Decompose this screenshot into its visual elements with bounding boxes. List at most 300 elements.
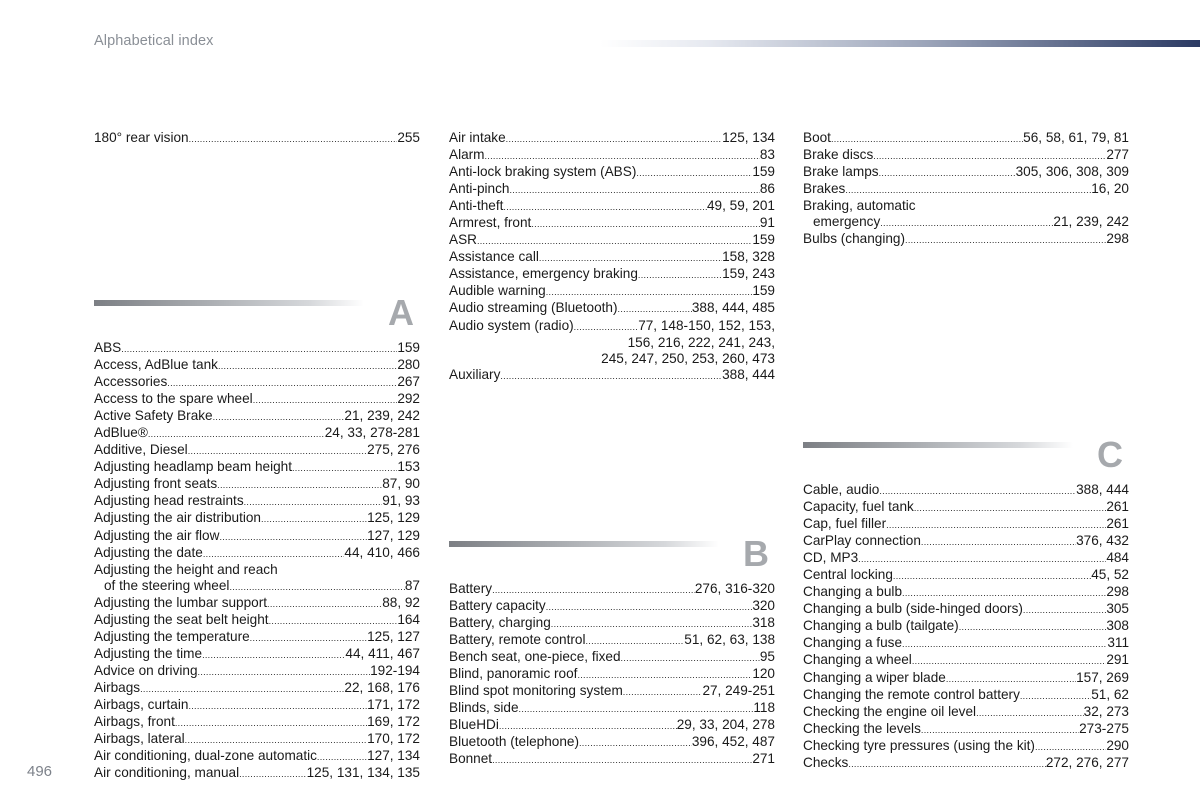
index-pages: 125, 131, 134, 135: [306, 765, 420, 781]
index-term: Central locking: [803, 567, 893, 583]
index-pages: 292: [397, 391, 420, 407]
index-term: Air conditioning, manual: [94, 765, 240, 781]
dot-leader: [253, 392, 398, 408]
index-entry: [803, 618, 1129, 635]
index-entry: [449, 232, 775, 249]
index-entry: [449, 181, 775, 198]
index-pages: 376, 432: [1076, 533, 1129, 549]
index-term: Blind spot monitoring system: [449, 683, 623, 699]
dot-leader: [902, 636, 1107, 652]
index-entry: [94, 545, 420, 562]
dot-leader: [219, 529, 367, 545]
index-entry: [803, 567, 1129, 584]
dot-leader: [880, 215, 1053, 231]
index-term: Blinds, side: [449, 700, 519, 716]
index-entry: [449, 249, 775, 266]
index-term: Brake lamps: [803, 164, 879, 180]
index-term: CarPlay connection: [803, 533, 921, 549]
index-term: Anti-lock braking system (ABS): [449, 164, 637, 180]
dot-leader: [292, 460, 397, 476]
index-pages: 298: [1106, 231, 1129, 247]
page-number: 496: [27, 763, 53, 780]
dot-leader: [902, 585, 1106, 601]
index-pages: 272, 276, 277: [1045, 754, 1129, 770]
letter-heading-bar: [449, 541, 719, 547]
dot-leader: [500, 368, 722, 384]
letter-heading-label: A: [388, 292, 414, 333]
index-pages: 21, 239, 242: [344, 408, 420, 424]
index-term: Bench seat, one-piece, fixed: [449, 649, 621, 665]
index-entry: [449, 581, 775, 598]
dot-leader: [202, 647, 345, 663]
dot-leader: [261, 511, 367, 527]
index-pages: 120: [752, 666, 775, 682]
dot-leader: [831, 131, 1023, 147]
index-term: Adjusting the date: [94, 544, 203, 560]
index-term: Battery: [449, 581, 493, 596]
index-term: Battery, remote control: [449, 632, 586, 648]
index-entry: [94, 340, 420, 357]
index-pages: 91: [759, 215, 775, 231]
index-entry: [803, 652, 1129, 669]
index-term-heading: Adjusting the height and reach: [94, 561, 278, 577]
dot-leader: [218, 358, 397, 374]
index-entry: [803, 601, 1129, 618]
dot-leader: [1020, 688, 1091, 704]
index-term: of the steering wheel: [104, 577, 230, 593]
index-term: emergency: [813, 214, 881, 230]
group-c: [803, 482, 1129, 772]
index-entry: [449, 283, 775, 300]
index-term: Adjusting the air flow: [94, 527, 220, 543]
index-term: Audio streaming (Bluetooth): [449, 300, 618, 316]
index-term: Blind, panoramic roof: [449, 666, 578, 682]
dot-leader: [893, 568, 1091, 584]
index-pages: 24, 33, 278-281: [324, 425, 420, 441]
index-entry: [94, 731, 420, 748]
running-head: Alphabetical index: [94, 33, 214, 49]
dot-leader: [203, 546, 345, 562]
group-b-right-2: [803, 231, 1129, 248]
index-entry: [449, 130, 775, 147]
index-pages: 169, 172: [367, 714, 420, 730]
index-pages: 56, 58, 61, 79, 81: [1023, 130, 1129, 145]
index-term: Access, AdBlue tank: [94, 357, 218, 373]
index-term: Brake discs: [803, 147, 874, 163]
index-term: Checking tyre pressures (using the kit): [803, 737, 1035, 753]
dot-leader: [621, 650, 760, 666]
index-term: Airbags: [94, 679, 141, 695]
index-pages: 16, 20: [1091, 181, 1129, 197]
group-a-part-1: [94, 340, 420, 562]
index-pages: 158, 328: [722, 249, 775, 265]
dot-leader: [492, 582, 695, 598]
index-pages: 157, 269: [1076, 669, 1129, 685]
dot-leader: [546, 284, 753, 300]
index-term: Adjusting head restraints: [94, 493, 244, 509]
index-term: Changing a bulb (tailgate): [803, 618, 959, 634]
index-term: Changing the remote control battery: [803, 686, 1020, 702]
index-term: Cable, audio: [803, 482, 880, 497]
index-entry: [94, 493, 420, 510]
index-pages: 275, 276: [367, 442, 420, 458]
index-term-heading: Braking, automatic: [803, 198, 916, 214]
index-entry: [94, 646, 420, 663]
index-entry: [94, 442, 420, 459]
index-term: Adjusting front seats: [94, 476, 218, 492]
index-term: Bulbs (changing): [803, 231, 906, 247]
index-pages: 388, 444: [722, 366, 775, 382]
dot-leader: [148, 426, 325, 442]
dot-leader: [239, 766, 307, 782]
dot-leader: [250, 630, 367, 646]
dot-leader: [638, 267, 722, 283]
index-pages: 308: [1106, 618, 1129, 634]
dot-leader: [185, 732, 367, 748]
index-pages: 320: [752, 598, 775, 614]
index-pages: 261: [1106, 499, 1129, 515]
index-term: Battery capacity: [449, 598, 546, 614]
index-entry: [94, 714, 420, 731]
index-entry: [94, 663, 420, 680]
index-entry: [803, 721, 1129, 738]
index-column-3: [803, 130, 1129, 248]
index-term: BlueHDi: [449, 717, 499, 733]
index-term: Bluetooth (telephone): [449, 734, 579, 750]
index-pages: 51, 62, 63, 138: [684, 632, 775, 648]
index-pages: 277: [1106, 147, 1129, 163]
dot-leader: [636, 165, 752, 181]
dot-leader: [198, 664, 371, 680]
dot-leader: [577, 667, 752, 683]
index-entry: [94, 680, 420, 697]
index-pages: 159: [752, 164, 775, 180]
index-pages: 44, 411, 467: [345, 645, 420, 661]
index-term: Air conditioning, dual-zone automatic: [94, 748, 317, 764]
index-pages: 164: [397, 611, 420, 627]
dot-leader: [539, 250, 722, 266]
index-entry: [803, 164, 1129, 181]
index-entry: [449, 367, 775, 384]
index-pages: 290: [1106, 737, 1129, 753]
index-pages: 484: [1106, 550, 1129, 566]
index-entry: [803, 499, 1129, 516]
dot-leader: [574, 319, 639, 335]
index-term: Assistance call: [449, 249, 539, 265]
index-term: Changing a wiper blade: [803, 669, 946, 685]
index-pages: 305: [1106, 601, 1129, 617]
index-term: Advice on driving: [94, 662, 198, 678]
dot-leader: [959, 619, 1107, 635]
index-pages: 271: [752, 751, 775, 767]
group-a-part-2: [94, 595, 420, 783]
index-pages-continued: 156, 216, 222, 241, 243,: [627, 334, 775, 350]
index-entry: [94, 697, 420, 714]
index-pages: 159, 243: [722, 266, 775, 282]
index-entry: [449, 700, 775, 717]
dot-leader: [492, 752, 752, 768]
index-term: Capacity, fuel tank: [803, 499, 914, 515]
index-entry: [94, 476, 420, 493]
index-term: Accessories: [94, 374, 168, 390]
index-entry: [803, 687, 1129, 704]
dot-leader: [879, 165, 1016, 181]
index-entry: [94, 612, 420, 629]
index-pages: 32, 273: [1083, 703, 1129, 719]
dot-leader: [921, 722, 1079, 738]
dot-leader: [213, 409, 345, 425]
dot-leader: [267, 596, 382, 612]
index-column-3-c: [803, 434, 1129, 772]
index-pages: 125, 129: [367, 510, 420, 526]
index-pages: 298: [1106, 584, 1129, 600]
index-pages: 159: [752, 232, 775, 248]
index-pages: 44, 410, 466: [344, 544, 420, 560]
index-term: Airbags, curtain: [94, 696, 189, 712]
index-entry: [449, 198, 775, 215]
index-pages: 125, 127: [367, 628, 420, 644]
dot-leader: [477, 233, 752, 249]
index-entry: [449, 666, 775, 683]
index-term: Checking the engine oil level: [803, 703, 977, 719]
dot-leader: [175, 715, 367, 731]
index-term: Checks: [803, 754, 849, 770]
index-entry: [449, 300, 775, 317]
index-entry: [449, 215, 775, 232]
index-entry: [803, 147, 1129, 164]
index-pages: 255: [397, 130, 420, 145]
index-pages: 86: [759, 181, 775, 197]
dot-leader: [531, 216, 760, 232]
dot-leader: [1035, 739, 1106, 755]
index-entry: [803, 704, 1129, 721]
index-term: Adjusting the time: [94, 645, 203, 661]
index-term: Battery, charging: [449, 615, 551, 631]
index-term: Cap, fuel filler: [803, 516, 887, 532]
dot-leader: [188, 443, 367, 459]
index-term: Adjusting the lumbar support: [94, 594, 268, 610]
group-top-left: [94, 130, 420, 147]
index-pages: 261: [1106, 516, 1129, 532]
index-pages: 77, 148-150, 152, 153,: [638, 317, 775, 333]
dot-leader: [921, 534, 1076, 550]
index-term: Changing a bulb: [803, 584, 903, 600]
index-term: ABS: [94, 340, 122, 355]
index-pages: 388, 444, 485: [691, 300, 775, 316]
index-entry: [94, 374, 420, 391]
index-entry: [94, 765, 420, 782]
index-entry: [803, 214, 1129, 231]
index-entry: [803, 181, 1129, 198]
index-entry: [449, 615, 775, 632]
index-column-1: [94, 130, 420, 147]
index-column-2: [449, 130, 775, 384]
index-term: AdBlue®: [94, 425, 148, 441]
header-gradient-rule: [600, 40, 1200, 47]
index-entry: [94, 391, 420, 408]
index-pages: 267: [397, 374, 420, 390]
index-term: Access to the spare wheel: [94, 391, 253, 407]
dot-leader: [519, 701, 754, 717]
dot-leader: [485, 148, 760, 164]
dot-leader: [618, 301, 692, 317]
index-entry: [449, 266, 775, 283]
index-pages: 27, 249-251: [702, 683, 775, 699]
index-pages: 95: [759, 649, 775, 665]
index-entry: [449, 649, 775, 666]
index-pages: 88, 92: [382, 594, 420, 610]
index-pages: 45, 52: [1091, 567, 1129, 583]
index-pages: 192-194: [370, 662, 420, 678]
dot-leader: [946, 671, 1076, 687]
index-entry: [94, 408, 420, 425]
index-entry: [94, 130, 420, 147]
index-entry: [449, 751, 775, 768]
letter-heading-bar: [94, 300, 364, 306]
dot-leader: [879, 483, 1076, 499]
index-pages: 87, 90: [382, 476, 420, 492]
group-a-part-4: [449, 367, 775, 384]
index-entry: [803, 516, 1129, 533]
index-term: Active Safety Brake: [94, 408, 213, 424]
dot-leader: [244, 494, 383, 510]
index-pages: 51, 62: [1091, 686, 1129, 702]
index-entry: [803, 130, 1129, 147]
index-entry: [94, 595, 420, 612]
index-term: Air intake: [449, 130, 506, 145]
index-entry: [449, 717, 775, 734]
index-term: Airbags, lateral: [94, 731, 185, 747]
index-entry: [94, 510, 420, 527]
group-b-right-1: [803, 130, 1129, 198]
index-term: Bonnet: [449, 751, 493, 767]
dot-leader: [506, 131, 722, 147]
index-pages: 125, 134: [722, 130, 775, 145]
index-pages: 118: [753, 700, 775, 716]
dot-leader: [546, 599, 753, 615]
index-term: Changing a fuse: [803, 635, 903, 651]
index-pages: 311: [1107, 635, 1129, 651]
index-entry: [803, 635, 1129, 652]
index-pages: 318: [752, 615, 775, 631]
index-term: Anti-pinch: [449, 181, 510, 197]
dot-leader: [848, 756, 1046, 772]
index-pages: 159: [397, 340, 420, 355]
index-pages: 91, 93: [382, 493, 420, 509]
index-entry: [94, 528, 420, 545]
dot-leader: [217, 477, 382, 493]
dot-leader: [509, 182, 759, 198]
index-pages: 280: [397, 357, 420, 373]
dot-leader: [976, 705, 1084, 721]
index-term: Boot: [803, 130, 831, 145]
index-term: Adjusting the air distribution: [94, 510, 261, 526]
index-pages: 388, 444: [1076, 482, 1129, 497]
index-pages: 29, 33, 204, 278: [676, 717, 775, 733]
index-entry: [449, 147, 775, 164]
dot-leader: [188, 698, 367, 714]
index-entry: [803, 533, 1129, 550]
dot-leader: [905, 232, 1106, 248]
index-pages-continued: 245, 247, 250, 253, 260, 473: [601, 350, 775, 366]
index-term: Brakes: [803, 181, 846, 197]
index-entry: [803, 755, 1129, 772]
index-term: Audio system (radio): [449, 317, 574, 333]
index-entry: [94, 425, 420, 442]
dot-leader: [912, 653, 1106, 669]
index-column-1-a: [94, 292, 420, 782]
index-pages: 87: [404, 577, 420, 593]
index-term: 180° rear vision: [94, 130, 189, 145]
dot-leader: [503, 199, 707, 215]
index-term: Adjusting the temperature: [94, 628, 250, 644]
letter-heading-b: [449, 533, 775, 581]
index-entry: [803, 482, 1129, 499]
index-entry: [449, 598, 775, 615]
index-entry: [803, 738, 1129, 755]
group-b: [449, 581, 775, 769]
index-term: CD, MP3: [803, 550, 859, 566]
dot-leader: [121, 341, 397, 357]
dot-leader: [579, 735, 692, 751]
index-pages: 396, 452, 487: [691, 734, 775, 750]
dot-leader: [886, 517, 1106, 533]
index-term: ASR: [449, 232, 477, 248]
index-pages: 291: [1106, 652, 1129, 668]
index-entry: [803, 550, 1129, 567]
index-pages: 170, 172: [367, 731, 420, 747]
index-entry: [94, 748, 420, 765]
dot-leader: [551, 616, 753, 632]
index-term: Audible warning: [449, 283, 546, 299]
index-entry: [94, 357, 420, 374]
index-entry: [803, 670, 1129, 687]
index-entry: [449, 632, 775, 649]
dot-leader: [189, 131, 398, 147]
index-term: Adjusting headlamp beam height: [94, 459, 292, 475]
dot-leader: [269, 613, 398, 629]
letter-heading-label: B: [743, 533, 769, 574]
index-entry: [803, 231, 1129, 248]
index-pages: 273-275: [1079, 720, 1129, 736]
index-pages: 171, 172: [367, 696, 420, 712]
index-pages: 83: [759, 147, 775, 163]
index-entry: [449, 734, 775, 751]
index-pages: 22, 168, 176: [344, 679, 420, 695]
index-entry: [449, 683, 775, 700]
index-pages: 305, 306, 308, 309: [1015, 164, 1129, 180]
dot-leader: [140, 681, 344, 697]
index-term: Airbags, front: [94, 714, 175, 730]
index-term: Assistance, emergency braking: [449, 266, 638, 282]
index-term: Changing a wheel: [803, 652, 912, 668]
dot-leader: [1023, 602, 1106, 618]
index-entry: [803, 584, 1129, 601]
group-a-part-3: [449, 130, 775, 335]
index-entry: [94, 459, 420, 476]
index-pages: 159: [752, 283, 775, 299]
letter-heading-label: C: [1097, 434, 1123, 475]
letter-heading-bar: [803, 442, 1073, 448]
index-term: Alarm: [449, 147, 485, 163]
index-entry: [94, 578, 420, 595]
dot-leader: [229, 579, 404, 595]
index-term: Checking the levels: [803, 720, 921, 736]
index-term: Additive, Diesel: [94, 442, 188, 458]
index-column-2-b: [449, 533, 775, 769]
dot-leader: [873, 148, 1106, 164]
index-entry: [449, 318, 775, 335]
